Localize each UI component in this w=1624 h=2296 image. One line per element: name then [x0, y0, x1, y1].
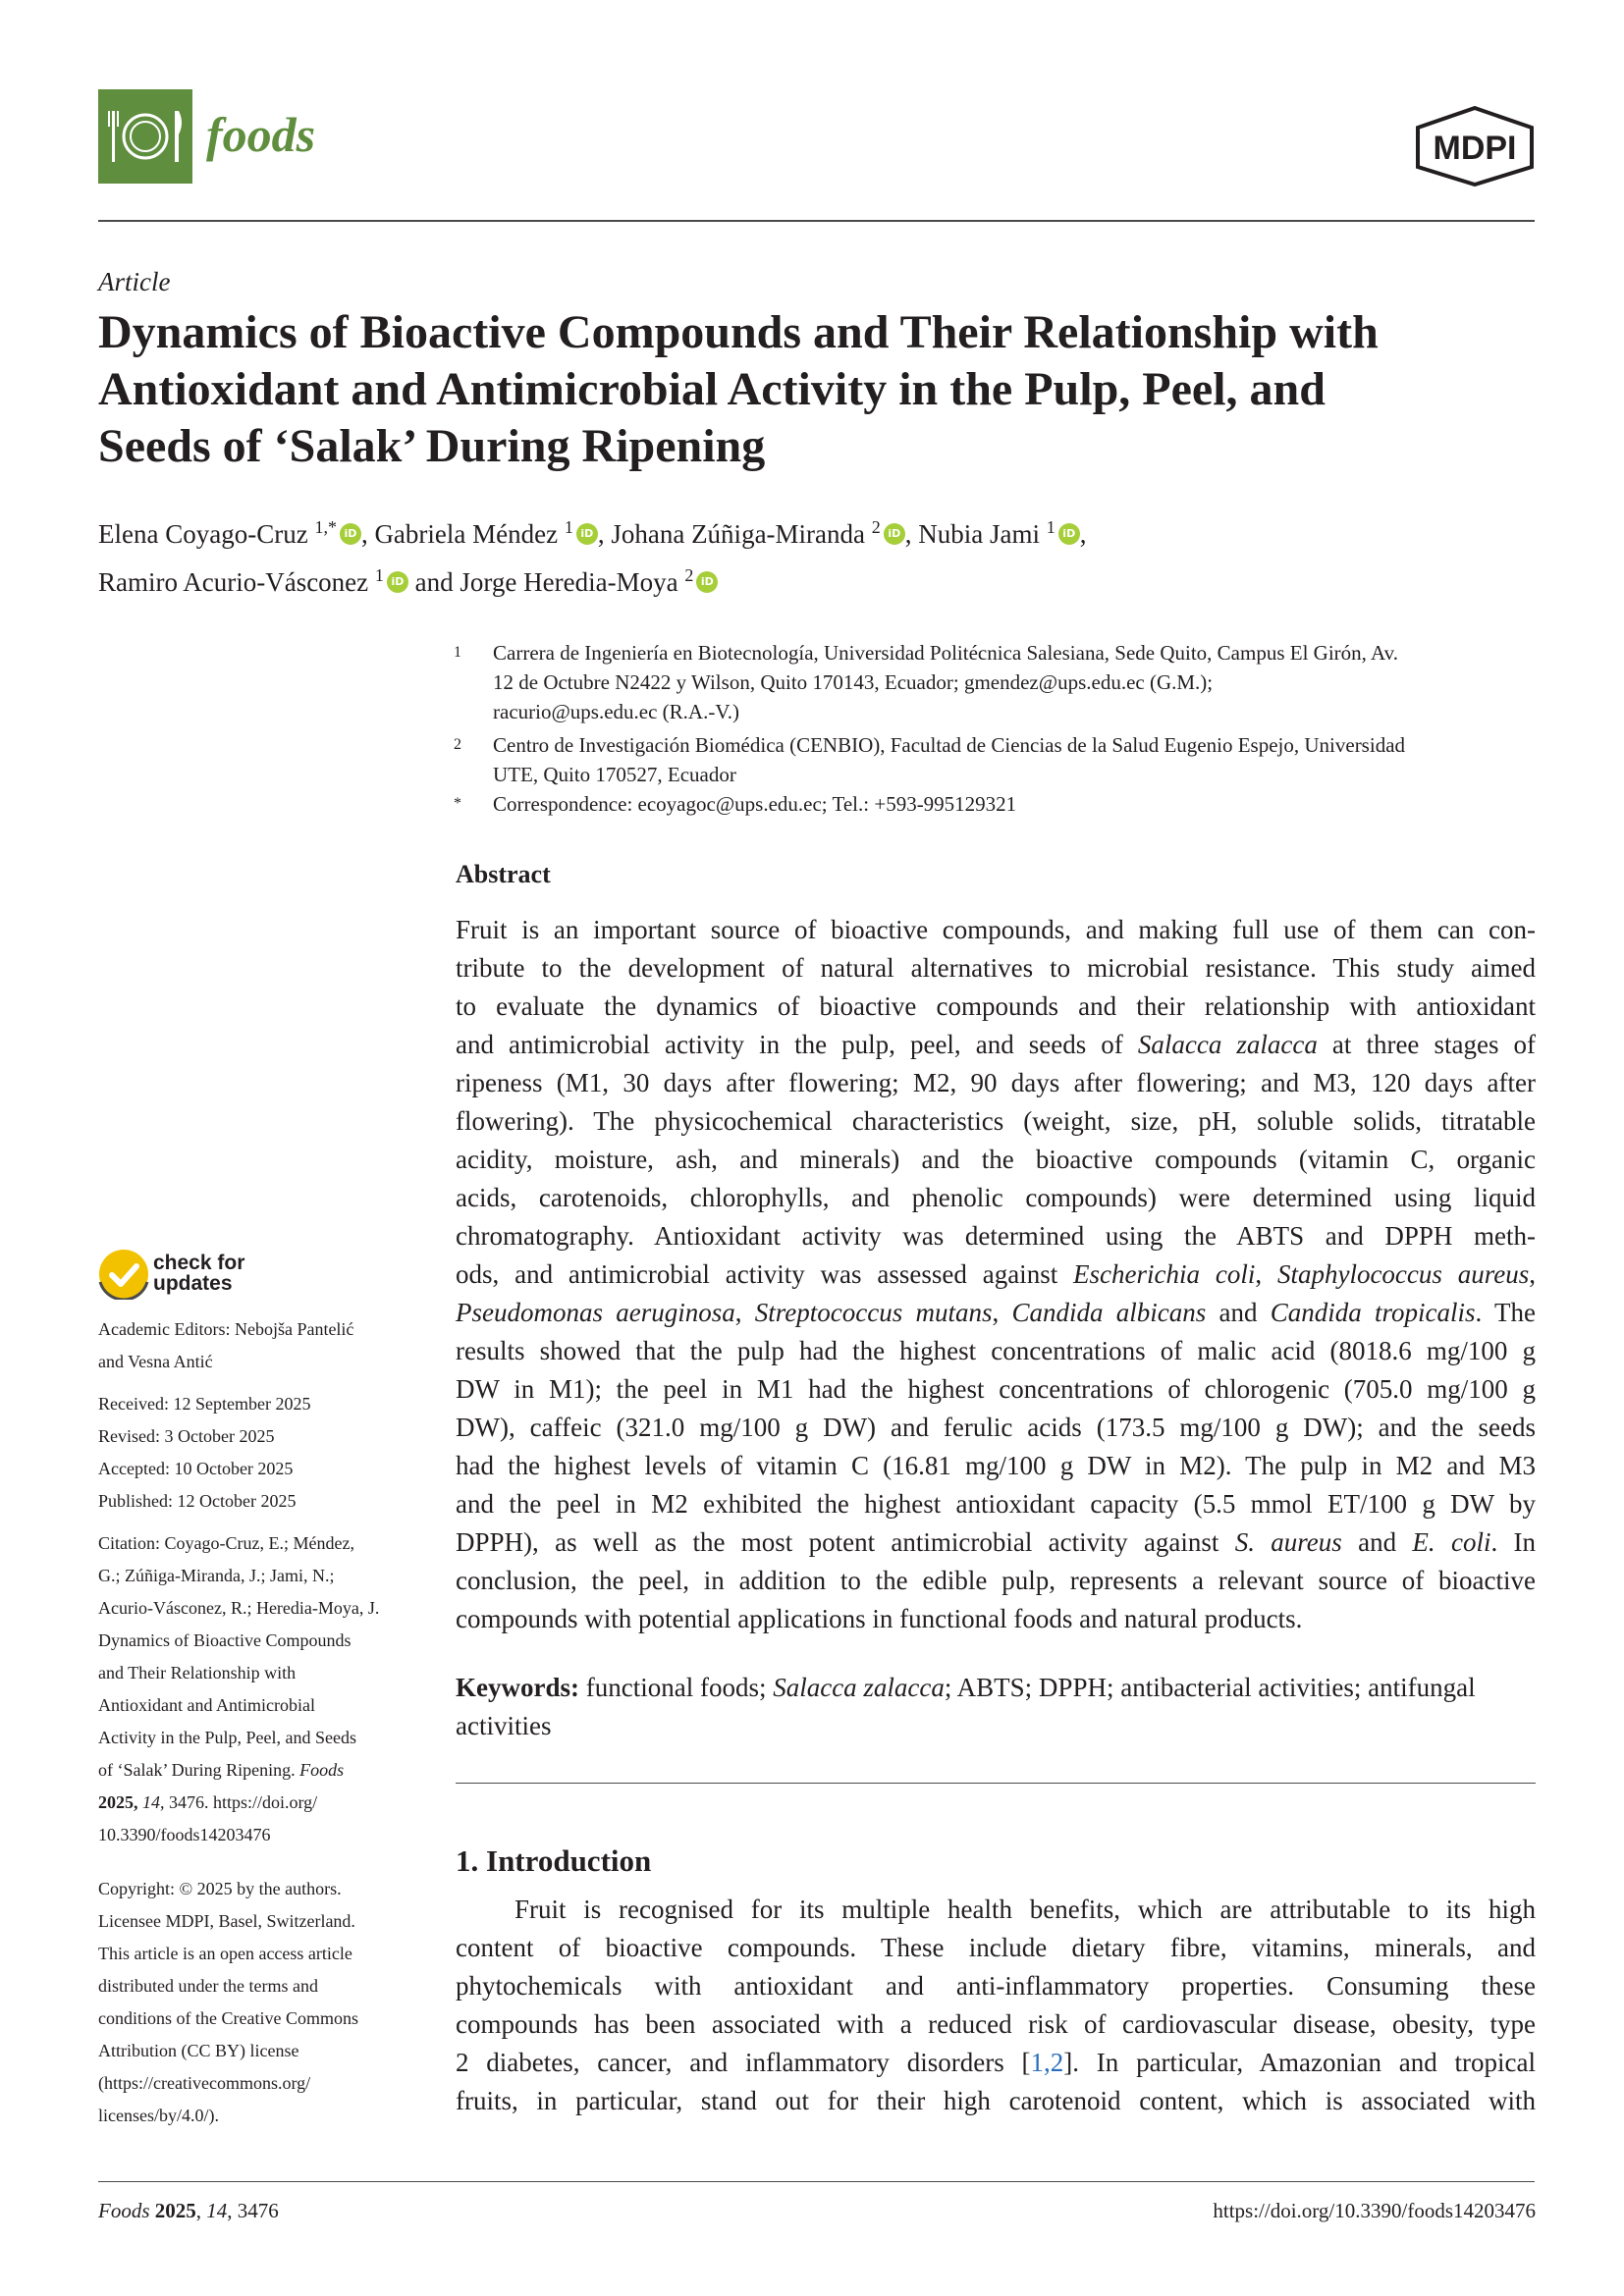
- check-for-updates-badge[interactable]: [98, 1249, 295, 1302]
- intro-text: ]. In particular, Amazonian and tropical: [1063, 2048, 1536, 2077]
- abstract-text: ,: [1529, 1259, 1536, 1289]
- species-name: Candida tropicalis: [1270, 1298, 1476, 1327]
- abstract-line: acidity, moisture, ash, and minerals) and the bioactive compounds (vitamin C, organic: [456, 1145, 1536, 1174]
- citation-line: Acurio-Vásconez, R.; Heredia-Moya, J.: [98, 1598, 380, 1618]
- affiliation-2: [454, 730, 1538, 789]
- intro-text: 2 diabetes, cancer, and inflammatory disorders [: [456, 2048, 1031, 2077]
- abstract-line: to evaluate the dynamics of bioactive compounds and their relationship with antioxidant: [456, 991, 1536, 1021]
- author-affil: 2: [684, 565, 694, 585]
- abstract-text: and antimicrobial activity in the pulp, peel, and seeds of: [456, 1030, 1138, 1059]
- abstract-line: had the highest levels of vitamin C (16.81 mg/100 g DW in M2). The pulp in M2 and M3: [456, 1451, 1536, 1480]
- affil-mark: 2: [454, 736, 461, 753]
- abstract-text: ods, and antimicrobial activity was assessed against: [456, 1259, 1074, 1289]
- article-type: Article: [98, 267, 171, 296]
- date-accepted: Accepted: 10 October 2025: [98, 1459, 294, 1478]
- intro-line: content of bioactive compounds. These include dietary fibre, vitamins, minerals, and: [456, 1933, 1536, 1962]
- citation-volume: 14: [142, 1792, 160, 1812]
- abstract-line: and the peel in M2 exhibited the highest antioxidant capacity (5.5 mmol ET/100 g DW by: [456, 1489, 1536, 1519]
- abstract-text: at three stages of: [1317, 1030, 1536, 1059]
- abstract-text: and: [1341, 1527, 1413, 1557]
- keywords-line: activities: [456, 1711, 552, 1740]
- footer-rule: [98, 2181, 1535, 2182]
- abstract-text: DPPH), as well as the most potent antimicrobial activity against: [456, 1527, 1235, 1557]
- abstract-line: acids, carotenoids, chlorophylls, and phenolic compounds) were determined using liquid: [456, 1183, 1536, 1212]
- abstract-line: compounds with potential applications in functional foods and natural products.: [456, 1604, 1303, 1633]
- footer-volume: 14: [206, 2199, 228, 2222]
- author-name: Nubia Jami: [918, 519, 1040, 549]
- citation-block: [98, 1527, 432, 1851]
- author-sep: ,: [904, 519, 919, 549]
- plate-fork-knife-icon: [98, 89, 192, 184]
- intro-line: [456, 2044, 1536, 2082]
- affil-line: Carrera de Ingeniería en Biotecnología, Universidad Politécnica Salesiana, Sede Quito, Campus El Girón, Av.: [493, 641, 1398, 665]
- citation-line: Activity in the Pulp, Peel, and Seeds: [98, 1728, 356, 1747]
- academic-editors: [98, 1313, 432, 1378]
- abstract-line: results showed that the pulp had the highest concentrations of malic acid (8018.6 mg/100 g: [456, 1336, 1536, 1365]
- orcid-icon[interactable]: iD: [884, 523, 905, 545]
- keywords-line: [456, 1669, 1536, 1707]
- footer-citation: Foods 2025, 14, 3476: [98, 2199, 279, 2222]
- footer-article-no: , 3476: [227, 2199, 279, 2222]
- affil-line: UTE, Quito 170527, Ecuador: [493, 763, 736, 786]
- copyright-block: [98, 1873, 432, 2132]
- species-name: Escherichia coli: [1073, 1259, 1256, 1289]
- copyright-line: distributed under the terms and: [98, 1976, 318, 1996]
- abstract-line: [456, 1026, 1536, 1064]
- check-updates-text: check for: [153, 1252, 245, 1274]
- keyword-species: Salacca zalacca: [773, 1673, 945, 1702]
- copyright-line: Copyright: © 2025 by the authors.: [98, 1879, 342, 1898]
- abstract-rule: [456, 1783, 1536, 1784]
- editor-line: Academic Editors: Nebojša Pantelić: [98, 1319, 354, 1339]
- keyword-text: ; ABTS; DPPH; antibacterial activities; antifungal: [944, 1673, 1476, 1702]
- orcid-icon[interactable]: iD: [340, 523, 361, 545]
- copyright-line: conditions of the Creative Commons: [98, 2008, 358, 2028]
- orcid-icon[interactable]: iD: [576, 523, 598, 545]
- footer-journal: Foods: [98, 2199, 150, 2222]
- editor-line: and Vesna Antić: [98, 1352, 213, 1371]
- correspondence: [454, 789, 1538, 819]
- orcid-icon[interactable]: iD: [1058, 523, 1080, 545]
- citation-line: Antioxidant and Antimicrobial: [98, 1695, 315, 1715]
- abstract-line: [456, 1523, 1536, 1562]
- check-updates-text: updates: [153, 1272, 233, 1295]
- author-list: [98, 507, 1542, 603]
- species-name: Salacca zalacca: [1137, 1030, 1318, 1059]
- species-name: Pseudomonas aeruginosa: [456, 1298, 735, 1327]
- keywords-label: Keywords:: [456, 1673, 579, 1702]
- abstract-line: tribute to the development of natural alternatives to microbial resistance. This study aimed: [456, 953, 1536, 983]
- affil-mark: 1: [454, 644, 461, 661]
- footer-doi[interactable]: https://doi.org/10.3390/foods14203476: [1213, 2199, 1536, 2222]
- citation-line: Citation: Coyago-Cruz, E.; Méndez,: [98, 1533, 354, 1553]
- journal-name[interactable]: foods: [206, 107, 316, 162]
- keywords: [456, 1669, 1536, 1745]
- author-affil: 1: [374, 565, 384, 585]
- species-name: Streptococcus mutans: [754, 1298, 993, 1327]
- species-name: Staphylococcus aureus: [1276, 1259, 1530, 1289]
- footer-year: 2025: [154, 2199, 196, 2222]
- license-link[interactable]: licenses/by/4.0/).: [98, 2106, 219, 2125]
- orcid-icon[interactable]: iD: [387, 571, 408, 593]
- publisher-logo[interactable]: [1414, 106, 1536, 187]
- citation-doi[interactable]: 10.3390/foods14203476: [98, 1825, 271, 1844]
- abstract-line: [456, 1255, 1536, 1294]
- abstract-text: . The: [1475, 1298, 1537, 1327]
- affil-line: racurio@ups.edu.ec (R.A.-V.): [493, 700, 740, 723]
- citation-journal: Foods: [299, 1760, 345, 1780]
- citation-line: G.; Zúñiga-Miranda, J.; Jami, N.;: [98, 1566, 335, 1585]
- species-name: Candida albicans: [1011, 1298, 1207, 1327]
- check-updates-icon: [98, 1249, 149, 1300]
- citation-text: , 3476. https://doi.org/: [160, 1792, 318, 1812]
- affil-line: Centro de Investigación Biomédica (CENBIO), Facultad de Ciencias de la Salud Eugenio Espejo, Universidad: [493, 733, 1406, 757]
- title-line: Antioxidant and Antimicrobial Activity in the Pulp, Peel, and: [98, 363, 1326, 415]
- author-name: Jorge Heredia-Moya: [460, 567, 678, 597]
- citation-line: [98, 1754, 432, 1787]
- citation-link[interactable]: 1,2: [1030, 2048, 1064, 2077]
- abstract-line: flowering). The physicochemical characteristics (weight, size, pH, soluble solids, titratable: [456, 1106, 1536, 1136]
- intro-line: Fruit is recognised for its multiple health benefits, which are attributable to its high: [514, 1895, 1536, 1924]
- affil-line: Correspondence: ecoyagoc@ups.edu.ec; Tel.: +593-995129321: [493, 792, 1017, 816]
- author-name: Johana Zúñiga-Miranda: [611, 519, 866, 549]
- affiliation-1: [454, 638, 1538, 726]
- mdpi-hexagon-logo: [1414, 106, 1536, 187]
- affil-line: 12 de Octubre N2422 y Wilson, Quito 170143, Ecuador; gmendez@ups.edu.ec (G.M.);: [493, 670, 1214, 694]
- abstract-body: [456, 911, 1536, 1638]
- author-name: Elena Coyago-Cruz: [98, 519, 308, 549]
- title-line: Dynamics of Bioactive Compounds and Their Relationship with: [98, 306, 1379, 358]
- citation-text: of ‘Salak’ During Ripening.: [98, 1760, 300, 1780]
- journal-logo[interactable]: [98, 89, 192, 184]
- citation-line: Dynamics of Bioactive Compounds: [98, 1630, 352, 1650]
- author-sep: and: [407, 567, 460, 597]
- orcid-icon[interactable]: iD: [696, 571, 718, 593]
- citation-line: and Their Relationship with: [98, 1663, 297, 1682]
- abstract-text: ,: [992, 1298, 1012, 1327]
- article-title: [98, 304, 1542, 475]
- license-link[interactable]: (https://creativecommons.org/: [98, 2073, 311, 2093]
- abstract-line: [456, 1294, 1536, 1332]
- citation-year: 2025,: [98, 1792, 142, 1812]
- abstract-text: . In: [1490, 1527, 1537, 1557]
- header-rule: [98, 220, 1535, 222]
- author-name: Ramiro Acurio-Vásconez: [98, 567, 369, 597]
- abstract-heading: Abstract: [456, 860, 551, 888]
- abstract-line: chromatography. Antioxidant activity was determined using the ABTS and DPPH meth-: [456, 1221, 1536, 1251]
- section-heading: 1. Introduction: [456, 1843, 652, 1878]
- author-sep: ,: [1079, 519, 1087, 549]
- date-received: Received: 12 September 2025: [98, 1394, 311, 1414]
- abstract-line: DW in M1); the peel in M1 had the highest concentrations of chlorogenic (705.0 mg/100 g: [456, 1374, 1536, 1404]
- abstract-line: conclusion, the peel, in addition to the edible pulp, represents a relevant source of bioactive: [456, 1566, 1536, 1595]
- intro-line: compounds has been associated with a reduced risk of cardiovascular disease, obesity, type: [456, 2009, 1536, 2039]
- species-name: E. coli: [1412, 1527, 1491, 1557]
- author-affil: 1: [1046, 517, 1056, 537]
- keyword-text: functional foods;: [578, 1673, 774, 1702]
- author-affil: 1: [564, 517, 573, 537]
- title-line: Seeds of ‘Salak’ During Ripening: [98, 420, 766, 472]
- author-name: Gabriela Méndez: [374, 519, 559, 549]
- introduction-body: [456, 1891, 1536, 2120]
- citation-line: [98, 1787, 432, 1819]
- date-revised: Revised: 3 October 2025: [98, 1426, 275, 1446]
- affil-mark: *: [454, 795, 461, 812]
- author-sep: ,: [597, 519, 612, 549]
- abstract-line: Fruit is an important source of bioactive compounds, and making full use of them can con-: [456, 915, 1536, 944]
- copyright-line: This article is an open access article: [98, 1944, 352, 1963]
- intro-line: fruits, in particular, stand out for their high carotenoid content, which is associated with: [456, 2086, 1536, 2115]
- copyright-line: Attribution (CC BY) license: [98, 2041, 299, 2060]
- publisher-name: MDPI: [1433, 130, 1517, 167]
- abstract-text: ,: [1255, 1259, 1277, 1289]
- species-name: S. aureus: [1234, 1527, 1342, 1557]
- author-affil: 1,*: [314, 517, 337, 537]
- abstract-line: ripeness (M1, 30 days after flowering; M2, 90 days after flowering; and M3, 120 days after: [456, 1068, 1536, 1097]
- author-sep: ,: [360, 519, 375, 549]
- copyright-line: Licensee MDPI, Basel, Switzerland.: [98, 1911, 355, 1931]
- abstract-line: DW), caffeic (321.0 mg/100 g DW) and ferulic acids (173.5 mg/100 g DW); and the seeds: [456, 1413, 1536, 1442]
- abstract-text: and: [1206, 1298, 1271, 1327]
- date-published: Published: 12 October 2025: [98, 1491, 297, 1511]
- author-affil: 2: [871, 517, 881, 537]
- abstract-text: ,: [734, 1298, 755, 1327]
- intro-line: phytochemicals with antioxidant and anti-inflammatory properties. Consuming these: [456, 1971, 1536, 2001]
- publication-dates: [98, 1388, 432, 1518]
